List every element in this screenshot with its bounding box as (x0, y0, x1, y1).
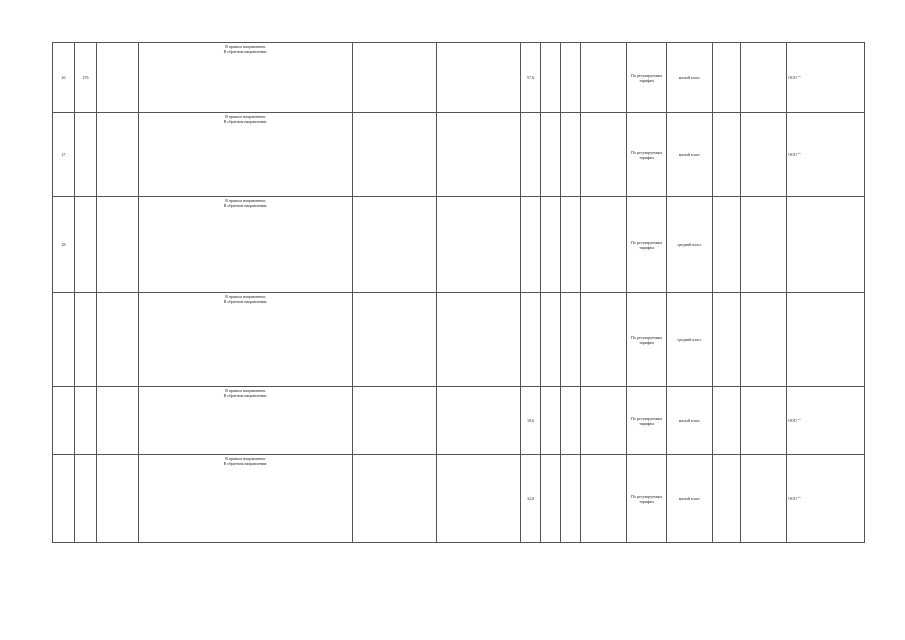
length-c (561, 197, 581, 293)
stops-back (437, 113, 521, 197)
length-b (541, 197, 561, 293)
carrier (787, 293, 865, 387)
path-back-head: В обратном направлении: (223, 203, 268, 208)
route-name (97, 455, 139, 543)
stops-back (437, 455, 521, 543)
tariff: По регулируемым тарифам (627, 293, 667, 387)
route-number (75, 455, 97, 543)
stops-back (437, 387, 521, 455)
length-a: 32,8 (521, 455, 541, 543)
route-type (581, 113, 627, 197)
table-row (53, 197, 865, 293)
start-date (741, 43, 787, 113)
length-a (521, 293, 541, 387)
path-back-head: В обратном направлении: (223, 119, 268, 124)
path-forward-head: В прямом направлении: (225, 198, 266, 203)
route-path (139, 43, 353, 113)
carrier (787, 197, 865, 293)
stops-forward (353, 387, 437, 455)
route-type (581, 197, 627, 293)
start-date (741, 113, 787, 197)
route-path (139, 455, 353, 543)
row-number (53, 387, 75, 455)
route-type (581, 293, 627, 387)
table-row (53, 113, 865, 197)
table-row (53, 455, 865, 543)
length-a (521, 197, 541, 293)
route-path (139, 293, 353, 387)
length-c (561, 387, 581, 455)
route-path (139, 387, 353, 455)
vehicle-class: малый класс (667, 455, 713, 543)
stops-forward (353, 197, 437, 293)
length-b (541, 387, 561, 455)
route-number: 276 (75, 43, 97, 113)
vehicle-class: малый класс (667, 113, 713, 197)
tariff: По регулируемым тарифам (627, 387, 667, 455)
vehicle-class: средний класс (667, 293, 713, 387)
carrier: ООО "" (787, 43, 865, 113)
path-forward-head: В прямом направлении: (225, 294, 266, 299)
route-number (75, 293, 97, 387)
row-number: 26 (53, 43, 75, 113)
route-name (97, 43, 139, 113)
start-date (741, 293, 787, 387)
row-number: 27 (53, 113, 75, 197)
vehicle-count (713, 387, 741, 455)
vehicle-count (713, 197, 741, 293)
route-name (97, 197, 139, 293)
length-c (561, 293, 581, 387)
vehicle-count (713, 455, 741, 543)
start-date (741, 197, 787, 293)
length-a: 18,6 (521, 387, 541, 455)
length-b (541, 113, 561, 197)
path-forward-head: В прямом направлении: (225, 114, 266, 119)
row-number: 28 (53, 197, 75, 293)
length-b (541, 455, 561, 543)
route-number (75, 197, 97, 293)
stops-forward (353, 43, 437, 113)
route-type (581, 455, 627, 543)
length-a (521, 113, 541, 197)
stops-back (437, 197, 521, 293)
route-type (581, 43, 627, 113)
length-c (561, 43, 581, 113)
route-number (75, 113, 97, 197)
row-number (53, 293, 75, 387)
tariff: По регулируемым тарифам (627, 43, 667, 113)
path-forward-head: В прямом направлении: (225, 456, 266, 461)
route-number (75, 387, 97, 455)
tariff: По регулируемым тарифам (627, 455, 667, 543)
stops-forward (353, 455, 437, 543)
vehicle-class: малый класс (667, 43, 713, 113)
length-c (561, 455, 581, 543)
path-back-head: В обратном направлении: (223, 299, 268, 304)
tariff: По регулируемым тарифам (627, 197, 667, 293)
tariff: По регулируемым тарифам (627, 113, 667, 197)
route-name (97, 293, 139, 387)
table-row (53, 43, 865, 113)
table-row (53, 293, 865, 387)
stops-forward (353, 293, 437, 387)
path-back-head: В обратном направлении: (223, 461, 268, 466)
route-path (139, 197, 353, 293)
path-back-head: В обратном направлении: (223, 49, 268, 54)
stops-forward (353, 113, 437, 197)
route-path (139, 113, 353, 197)
carrier: ООО "" (787, 113, 865, 197)
route-name (97, 113, 139, 197)
route-type (581, 387, 627, 455)
carrier: ООО "" (787, 387, 865, 455)
row-number (53, 455, 75, 543)
path-forward-head: В прямом направлении: (225, 44, 266, 49)
vehicle-count (713, 113, 741, 197)
start-date (741, 455, 787, 543)
carrier: ООО "" (787, 455, 865, 543)
stops-back (437, 43, 521, 113)
route-name (97, 387, 139, 455)
stops-back (437, 293, 521, 387)
length-a: 57,6 (521, 43, 541, 113)
path-forward-head: В прямом направлении: (225, 388, 266, 393)
vehicle-class: малый класс (667, 387, 713, 455)
start-date (741, 387, 787, 455)
route-registry-table (52, 42, 865, 543)
path-back-head: В обратном направлении: (223, 393, 268, 398)
vehicle-count (713, 43, 741, 113)
length-b (541, 43, 561, 113)
vehicle-count (713, 293, 741, 387)
vehicle-class: средний класс (667, 197, 713, 293)
table-row (53, 387, 865, 455)
length-c (561, 113, 581, 197)
length-b (541, 293, 561, 387)
route-registry-page (52, 42, 864, 543)
